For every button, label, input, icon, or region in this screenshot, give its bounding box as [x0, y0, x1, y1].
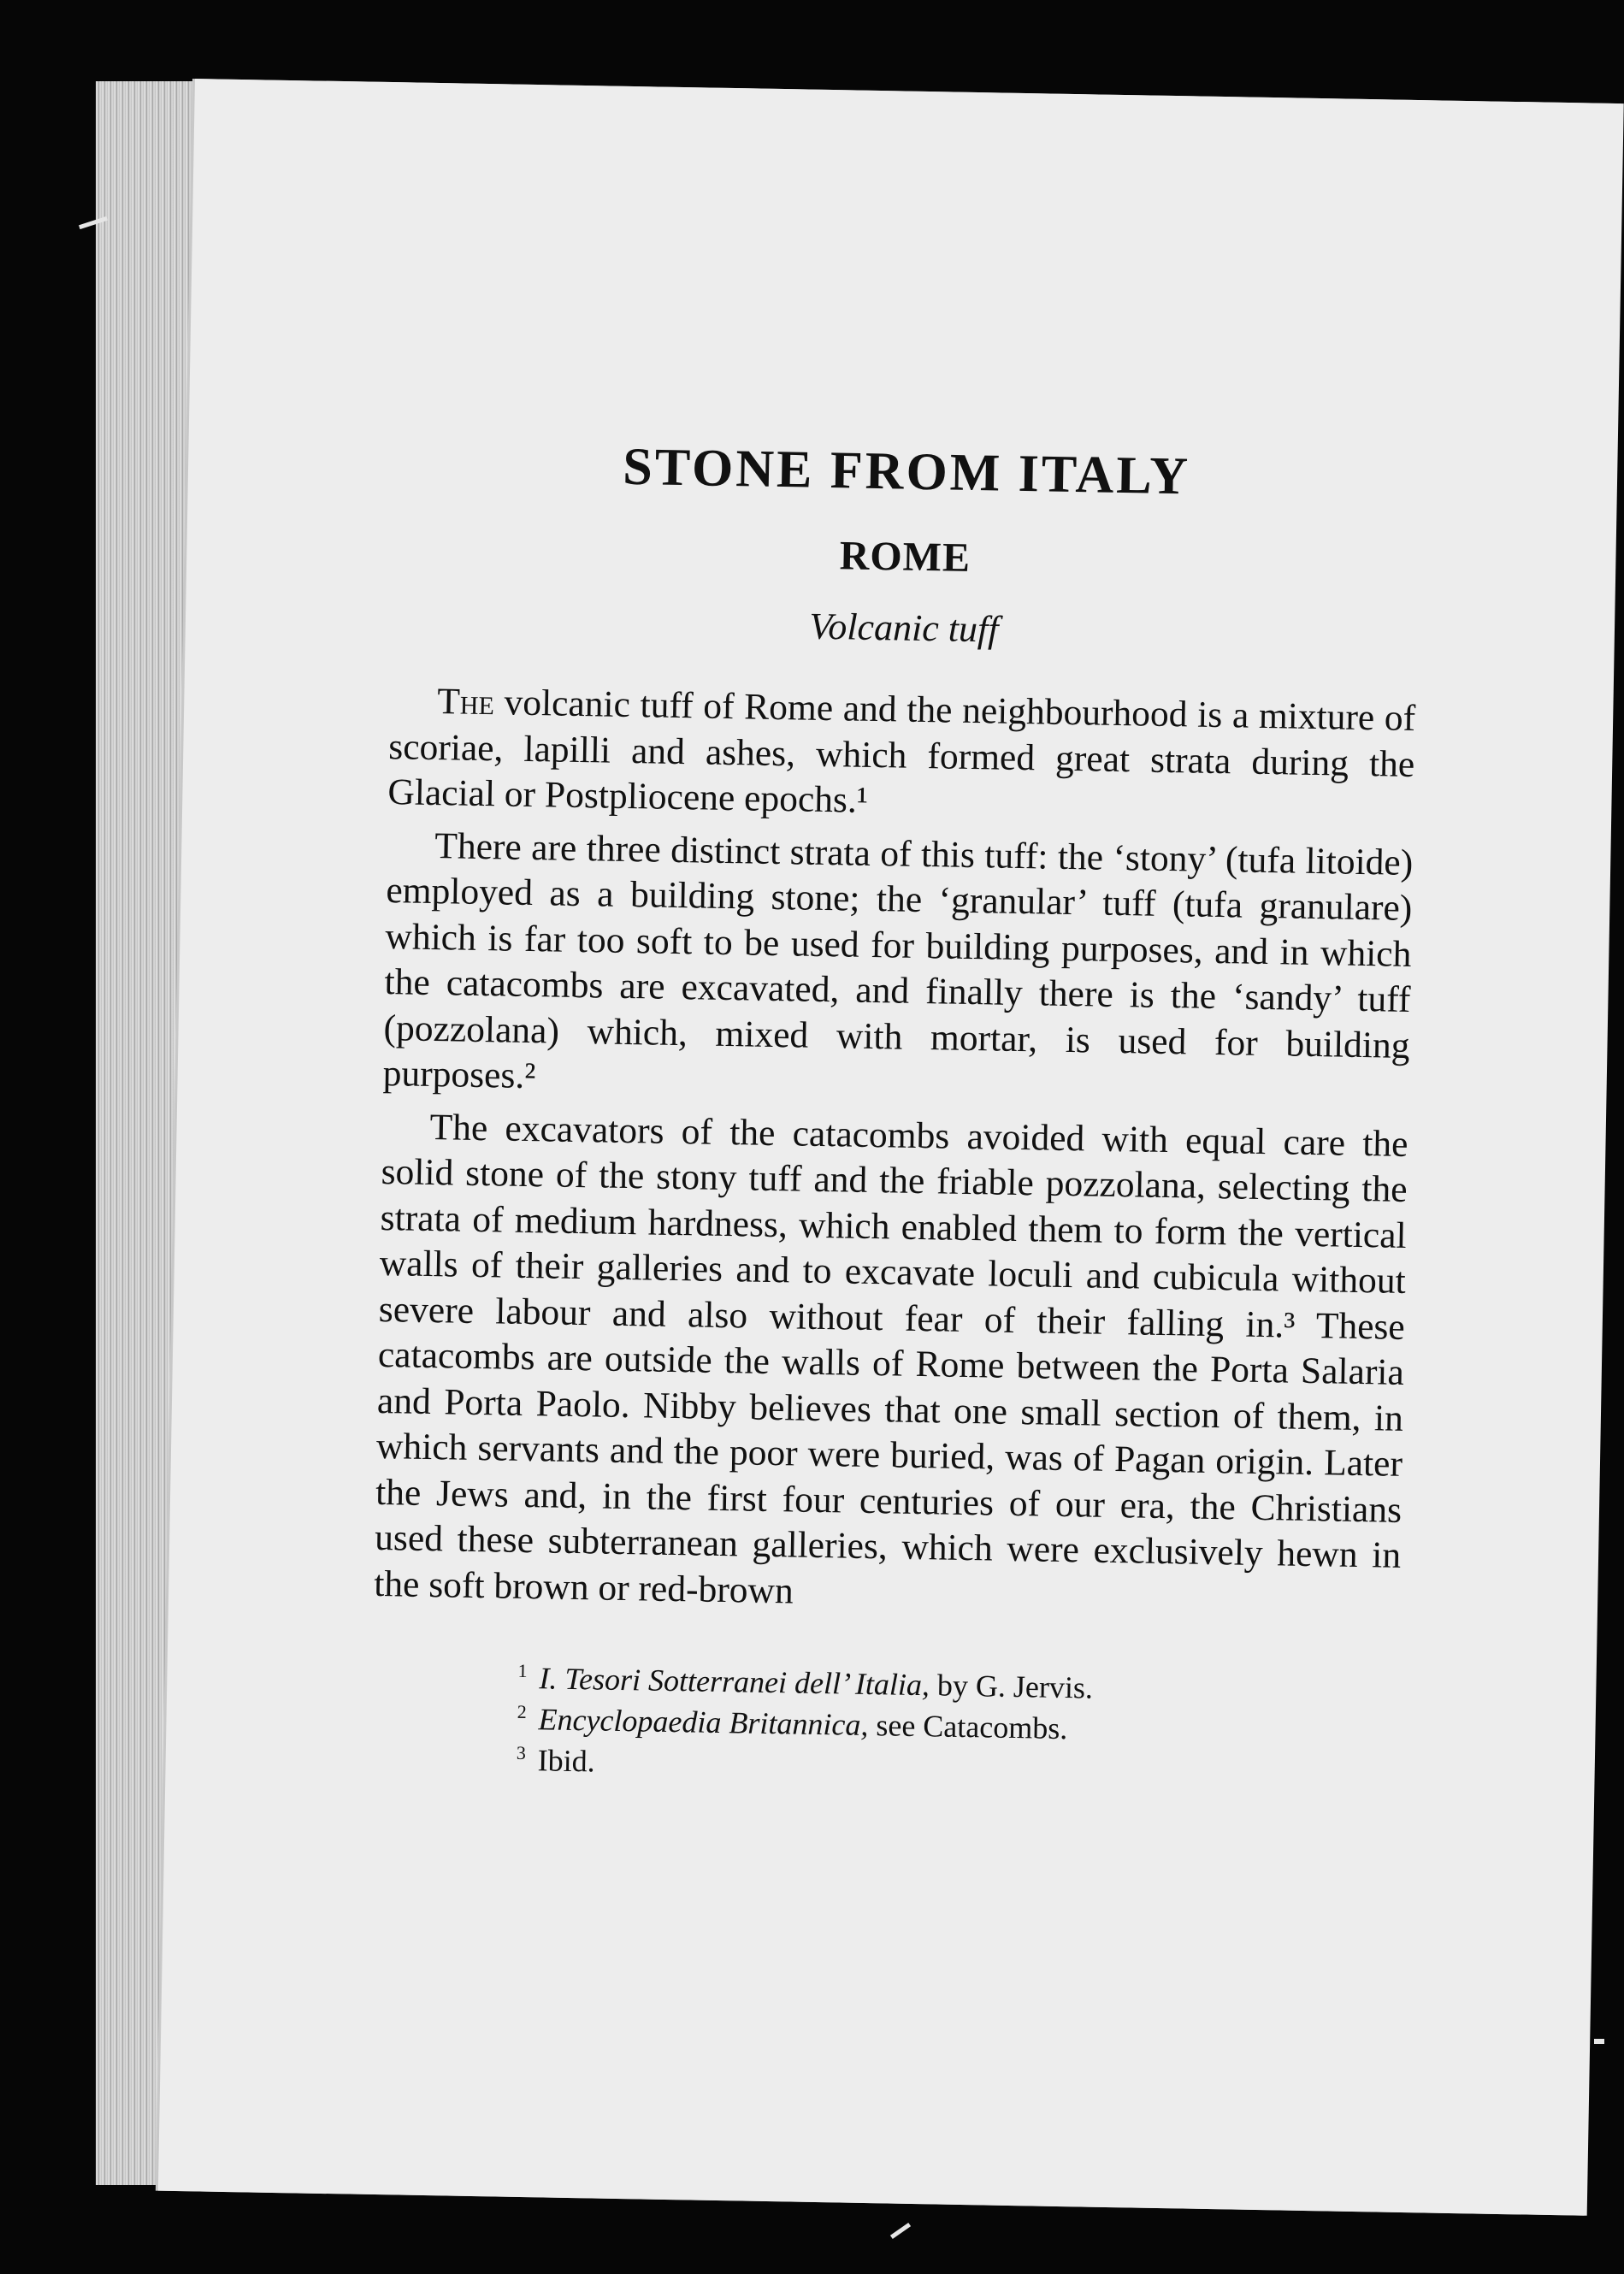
- footnote-text: Ibid.: [537, 1743, 596, 1779]
- book-page: [158, 79, 1624, 2216]
- chapter-title: STONE FROM ITALY: [622, 437, 1191, 506]
- scan-speck: [890, 2223, 911, 2239]
- footnote-citation: I. Tesori Sotterranei dell’ Italia,: [539, 1661, 930, 1703]
- paragraph-text: There are three distinct strata of this tuff: the ‘stony’ (tufa litoide) employed as a building stone; the ‘granular’ tuff (tufa granulare) which is far too soft to be used for building purposes, and in which the catacombs are excavated, and finally there is the ‘sandy’ tuff (pozzolana) which, mixed with mortar, is used for building purposes.²: [382, 824, 1414, 1097]
- paragraph-lead: The: [436, 681, 495, 724]
- paragraph-text: The excavators of the catacombs avoided with equal care the solid stone of the stony tuff and the friable pozzolana, selecting the strata of medium hardness, which enabled them to form the vertical walls of their galleries and to excavate loculi and cubicula without severe labour and also without fear of their falling in.³ These catacombs are outside the walls of Rome between the Porta Salaria and Porta Paolo. Nibby believes that one small section of them, in which servants and the poor were buried, was of Pagan origin. Later the Jews and, in the first four centuries of our era, the Christians used these subterranean galleries, which were exclusively hewn in the soft brown or red-brown: [373, 1106, 1408, 1611]
- footnote-number: 2: [517, 1700, 527, 1723]
- footnote-text: see Catacombs.: [868, 1708, 1068, 1746]
- paragraph: [382, 823, 1413, 1115]
- paragraph: [387, 678, 1416, 833]
- paragraph-text: volcanic tuff of Rome and the neighbourhood is a mixture of scoriae, lapilli and ashes, which formed great strata during the Glacial or Postpliocene epochs.¹: [387, 682, 1416, 821]
- body-text: [374, 678, 1416, 1625]
- page-text-block: [370, 433, 1420, 1793]
- scan-speck: [1594, 2039, 1604, 2044]
- section-heading: Volcanic tuff: [808, 605, 999, 651]
- footnote-citation: Encyclopaedia Britannica,: [538, 1702, 869, 1743]
- paragraph: [374, 1104, 1408, 1625]
- footnote-number: 1: [517, 1659, 528, 1682]
- chapter-subtitle: ROME: [839, 533, 971, 581]
- footnotes: [370, 1651, 1398, 1793]
- footnote-text: by G. Jervis.: [929, 1668, 1094, 1705]
- footnote-number: 3: [516, 1741, 527, 1764]
